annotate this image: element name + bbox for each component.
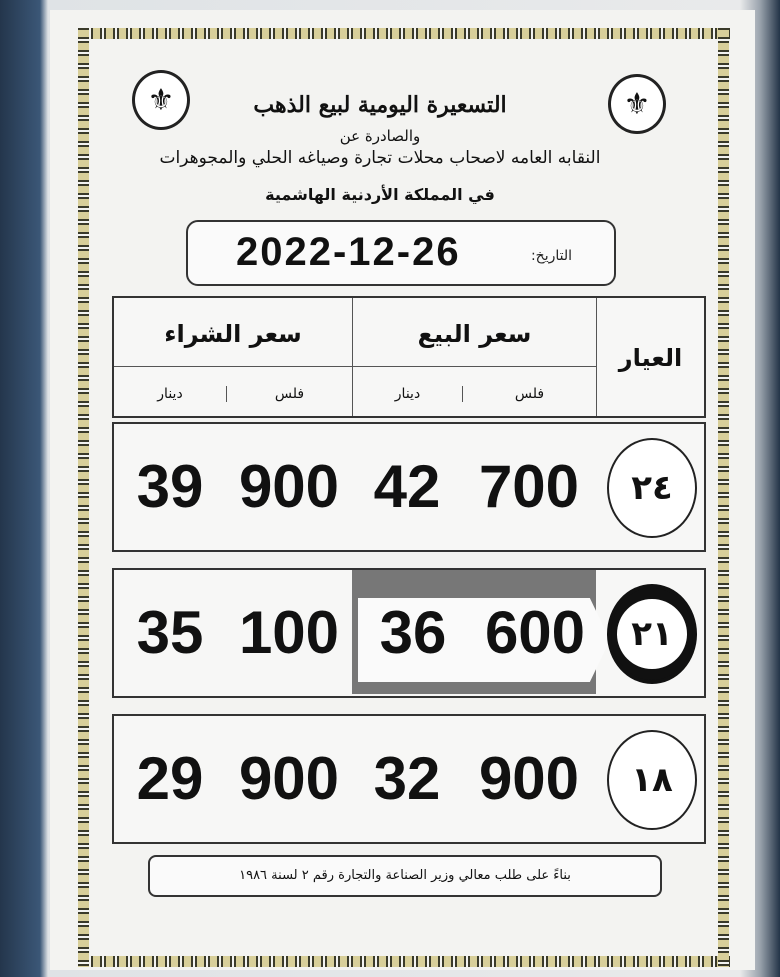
union-emblem-icon-left: ⚜ bbox=[132, 70, 190, 130]
sell-dinar-unit: دينار bbox=[352, 386, 462, 402]
buy-dinar-value: 35 bbox=[136, 599, 204, 666]
karat-21-badge bbox=[607, 584, 697, 684]
decorative-border-bottom bbox=[78, 956, 730, 967]
karat-24-badge: ٢٤ bbox=[607, 438, 697, 538]
karat-18-badge: ١٨ bbox=[607, 730, 697, 830]
buy-dinar-unit: دينار bbox=[157, 386, 183, 402]
buy-header: سعر الشراء bbox=[164, 320, 302, 348]
buy-fils-value: 900 bbox=[238, 745, 340, 812]
date-box bbox=[186, 220, 616, 286]
date-value: 2022-12-26 bbox=[236, 230, 461, 274]
sell-dinar-value: 36 bbox=[379, 599, 447, 666]
sell-dinar-value: 32 bbox=[373, 745, 441, 812]
union-emblem-icon-right: ⚜ bbox=[608, 74, 666, 134]
buy-dinar-value: 29 bbox=[136, 745, 204, 812]
decorative-border-left bbox=[78, 28, 89, 967]
sell-fils-value: 600 bbox=[484, 599, 586, 666]
buy-fils-value: 100 bbox=[238, 599, 340, 666]
decorative-border-right bbox=[718, 28, 729, 967]
buy-dinar-value: 39 bbox=[136, 453, 204, 520]
sell-dinar-value: 42 bbox=[373, 453, 441, 520]
sell-fils-unit: فلس bbox=[462, 386, 596, 402]
page-title: التسعيرة اليومية لبيع الذهب bbox=[253, 92, 507, 118]
table-row bbox=[112, 568, 706, 698]
sell-fils-value: 900 bbox=[478, 745, 580, 812]
price-table-header bbox=[112, 296, 706, 418]
table-row bbox=[112, 714, 706, 844]
buy-fils-value: 900 bbox=[238, 453, 340, 520]
country-name: في المملكة الأردنية الهاشمية bbox=[265, 185, 495, 204]
karat-header: العيار bbox=[596, 298, 704, 416]
buy-fils-unit: فلس bbox=[226, 386, 352, 402]
issued-by: والصادرة عن bbox=[339, 127, 421, 145]
date-label: التاريخ: bbox=[530, 248, 572, 264]
sell-fils-value: 700 bbox=[478, 453, 580, 520]
footer-note: بناءً على طلب معالي وزير الصناعة والتجارة رقم ٢ لسنة ١٩٨٦ bbox=[148, 855, 662, 897]
table-row bbox=[112, 422, 706, 552]
karat-21-label: ٢١ bbox=[617, 599, 687, 669]
sell-header: سعر البيع bbox=[352, 320, 596, 348]
union-name: النقابه العامه لاصحاب محلات تجارة وصياغه الحلي والمجوهرات bbox=[159, 148, 601, 168]
decorative-border-top bbox=[78, 28, 730, 39]
